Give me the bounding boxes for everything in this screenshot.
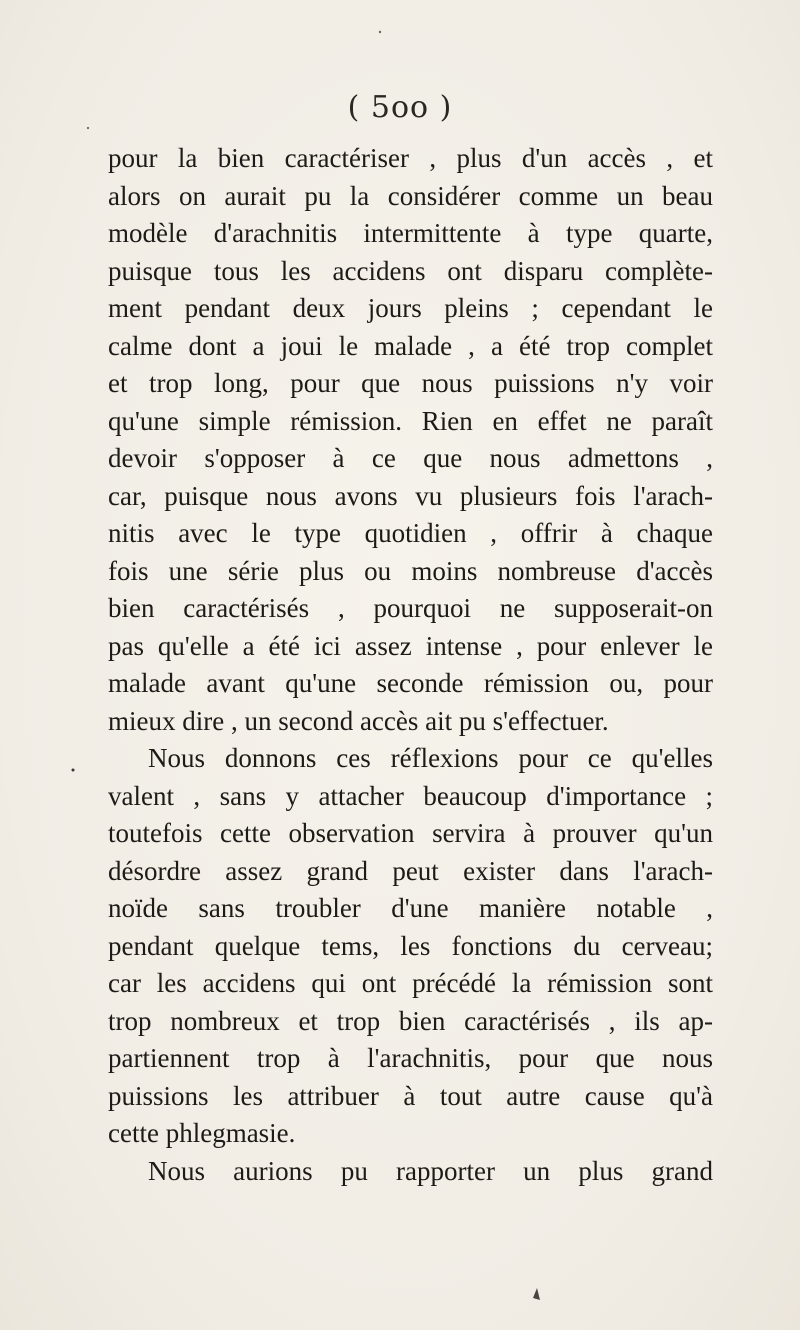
text-line: et trop long, pour que nous puissions n'y voir [108,368,713,398]
text-line: fois une série plus ou moins nombreuse d'accès [108,555,713,586]
text-line: valent , sans y attacher beaucoup d'importance ; [108,780,713,811]
ink-speck [87,127,89,129]
body-text [108,140,713,1190]
text-line: car les accidens qui ont précédé la rémission sont [108,968,713,998]
text-line: partiennent trop à l'arachnitis, pour que nous [108,1043,713,1073]
text-line: mieux dire , un second accès ait pu s'effectuer. [108,705,609,736]
text-line: qu'une simple rémission. Rien en effet ne paraît [108,405,713,436]
text-line: puissions les attribuer à tout autre cause qu'à [108,1080,713,1111]
text-line: pour la bien caractériser , plus d'un accès , et [108,143,713,173]
text-line: cette phlegmasie. [108,1118,296,1148]
text-line: car, puisque nous avons vu plusieurs fois l'arach- [108,480,713,511]
text-line: alors on aurait pu la considérer comme un beau [108,180,713,211]
ink-speck [379,31,381,33]
text-line: malade avant qu'une seconde rémission ou, pour [108,668,713,698]
text-line: modèle d'arachnitis intermittente à type quarte, [108,218,713,248]
text-line: Nous donnons ces réflexions pour ce qu'elles [148,743,713,773]
text-line: bien caractérisés , pourquoi ne supposerait-on [108,593,713,623]
text-line: pas qu'elle a été ici assez intense , pour enlever le [108,630,713,661]
text-line: nitis avec le type quotidien , offrir à chaque [108,518,713,548]
text-line: toutefois cette observation servira à prouver qu'un [108,818,713,848]
text-line: devoir s'opposer à ce que nous admettons , [108,443,713,473]
text-line: Nous aurions pu rapporter un plus grand [148,1155,713,1186]
page-number: ( 5oo ) [347,90,453,125]
text-line: calme dont a joui le malade , a été trop complet [108,330,713,361]
text-line: ment pendant deux jours pleins ; cependant le [108,293,713,323]
text-line: pendant quelque tems, les fonctions du cerveau; [108,930,713,961]
text-line: désordre assez grand peut exister dans l'arach- [108,855,713,886]
text-line: noïde sans troubler d'une manière notable , [108,893,713,923]
ink-speck [72,769,75,772]
text-line: trop nombreux et trop bien caractérisés , ils ap- [108,1005,713,1036]
ink-speck [533,1288,540,1300]
text-line: puisque tous les accidens ont disparu complète- [108,255,713,286]
